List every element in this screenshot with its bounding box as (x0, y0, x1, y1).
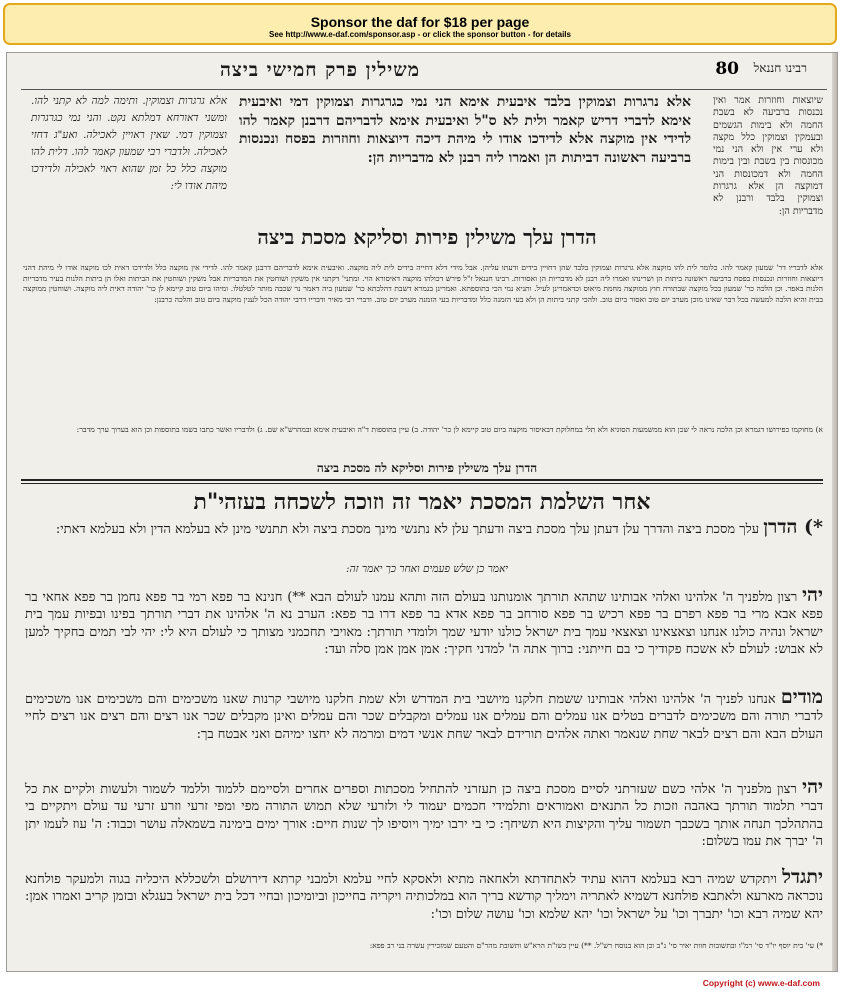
rabenu-chananel-label: רבינו חננאל (753, 61, 807, 75)
yehi-ratzon-prayer-2 (25, 776, 823, 851)
yitgadal-text: ויתקדש שמיה רבא בעלמא דהוא עתיד לאתחדתא ולאחאה מתיא ולאסקא לחיי עלמא ולמבני קרתא דירושלם ולשכללא היכליה בגוה ולמעקר פולחנא נוכראה מארעא ולאתבא פולחנא דשמיא לאתריה וימליך קודשא בריך הוא במלכותיה ויקריה בחייכון וביומיכון ובחיי דכל בית ישראל בעגלא ובזמן קריב ואמרו אמן: יהא שמיה רבא וכו' יתברך וכו' על ישראל וכו' יהא שלמא וכו' עושה שלום וכו': (25, 872, 823, 922)
yehi-text-1: רצון מלפניך ה' אלהינו ואלהי אבותינו שתהא תורתך אומנותנו בעולם הזה ותהא עמנו לעולם הבא **) חנינא בר פפא רמי בר פפא נחמן בר פפא אחאי בר פפא אבא מרי בר פפא רפרם בר פפא רכיש בר פפא סורחב בר פפא אדא בר פפא דרו בר פפא: הערב נא ה' אלהינו את דברי תורתך בפינו ובפיות עמך בית ישראל ונהיה כולנו אנחנו וצאצאינו וצאצאי עמך בית ישראל כולנו יודעי שמך ולומדי תורתך: מאויבי תחכמני מצותך כי לעולם היא לי: יהי לבי תמים בחקיך למען לא אבוש: לעולם לא אשכח פקודיך כי בם חייתני: ברוך אתה ה' למדני חקיך: אמן אמן אמן סלה ועד: (25, 590, 823, 658)
hadran-small-heading: הדרן עלך משילין פירות וסליקא לה מסכת ביצה (316, 461, 538, 475)
hadran-prayer-text: עלך מסכת ביצה והדרך עלן דעתן עלך מסכת ביצה ודעתך עלן לא נתנשי מינך מסכת ביצה ולא תתנשי מינן לא בעלמא הדין ולא בעלמא דאתי: (55, 522, 760, 537)
copyright-notice[interactable]: Copyright (c) www.e-daf.com (702, 978, 820, 988)
tosafot-column: אלא גרגרות וצמוקין. ותימה למה לא קתני להו. ומשני דאורחא דמלתא נקט. והני נמי כגרגרות וצמוקין דמי. שאין ראויין לאכילה. ואע"ג דחזי לאכילה. ולדברי רבי שמעון קאמר להו. דלית להו מוקצה כלל כל זמן שהוא ראוי לאכילה ולדידכו מיהת אודו לי: (31, 95, 227, 192)
notes-fine-print: א) מחוקמו כפירושו דגמרא וכן הלכה נראה לי שכן הוא ממשמעות הסוגיא ולא תלי במחלוקת דבאיסור מוקצה ביום טוב קיימא לן כר' יהודה. ב) עיין בתוספות ד"ה ואיבעית אימא ובמהרש"א שם. ג) ולדבריו ואשר כתבו בשמו בתוספות וכן הוא בערוך ערך מדבר: (76, 425, 823, 434)
hadran-prayer (25, 516, 823, 538)
modim-prayer (25, 686, 823, 743)
hadran-prayer-lead: *) הדרן (763, 516, 823, 538)
running-header: משילין פרק חמישי ביצה (219, 59, 421, 81)
yehi-ratzon-prayer-1 (25, 584, 823, 659)
sponsor-title[interactable]: Sponsor the daf for $18 per page (310, 14, 530, 30)
page-number: 80 (715, 59, 739, 79)
section-divider (21, 479, 823, 481)
modim-text: אנחנו לפניך ה' אלהינו ואלהי אבותינו ששמת חלקנו מיושבי בית המדרש ולא שמת חלקנו מיושבי קרנות שאנו משכימים והם משכימים אנו משכימים לדברי תורה והם משכימים לדברים בטלים אנו עמלים והם עמלים אנו עמלים ומקבלים שכר והם עמלים ואינן מקבלים שכר אנו רצים והם רצים אנו רצים לחיי העולם הבא והם רצים לבאר שחת שנאמר ואתה אלהים תורידם לבאר שחת אנשי דמים ומרמה לא יחצו ימיהם ואני אבטח בך: (25, 692, 823, 742)
kaddish-prayer (25, 866, 823, 923)
yehi-lead-2: יהי (802, 776, 823, 798)
section-divider-thin (21, 483, 823, 484)
gemara-main-text: אלא נרגרות וצמוקין בלבד איבעית אימא הני נמי כגרגרות וצמוקין דמי ואיבעית אימא לדברי דריש קאמר ולית לא ס"ל ואיבעית אימא לדבריהם דרבנן קאמר להו לדידי אין מוקצה אלא לדידכו אודו לי מיהת דיכה דיוצאות וחוזרות בפסח ונכנסות ברביעה ראשונה דביתות הן ואמרו ליה רבנן לא מדבריות הן: (239, 94, 691, 166)
sponsor-banner[interactable] (3, 3, 837, 45)
header-rule (21, 89, 827, 90)
yitgadal-lead: יתגדל (782, 866, 823, 888)
yehi-lead-1: יהי (802, 584, 823, 606)
page-edge (832, 53, 837, 971)
siyum-title: אחר השלמת המסכת יאמר זה וזוכה לשכחה בעזהי"ת (193, 489, 651, 515)
instruction-line: יאמר כן שלש פעמים ואחר כך יאמר זה: (345, 563, 509, 575)
prayer-footnote: *) עי' בית יוסף יו"ד סי' רמ"ו ובתשובות חוות יאיר סי' נ"ב וכן הוא בנוסח רש"ל. **) עיין בשו"ת הרא"ש ותשובת מהר"ם והטעם שמזכירין עשרה בני רב פפא: (369, 941, 823, 950)
modim-lead: מודים (780, 686, 823, 708)
talmud-page-scan (6, 52, 838, 972)
sponsor-subtitle[interactable]: See http://www.e-daf.com/sponsor.asp - or click the sponsor button - for details (269, 30, 571, 39)
rabenu-chananel-column: שיוצאות וחוזרות אמר ואין נכנסות ברביעה לא בשבת החמה ולא בימות הגשמים ובעמקין וצמוקין כלל מקצה ולא ערי אין ולא הני נמי מכונסות בין בשבת ובין בימות החמה ולא דמכונסות הני דמוקצה הן אלא גרגרות וצמוקין בלבד ורבנן לא מדבריות הן: (713, 95, 823, 217)
yehi-text-2: רצון מלפניך ה' אלהי כשם שעזרתני לסיים מסכת ביצה כן תעזרני להתחיל מסכתות וספרים אחרים ולסיימם ללמוד וללמד לשמור ולעשות ולקיים את כל דברי תלמוד תורתך באהבה וזכות כל התנאים ואמוראים ותלמידי חכמים יעמוד לי ולזרעי שלא תמוש התורה מפי ומפי זרעי וזרע זרעי עד עולם ויתקיים בי בהתהלכך תנחה אותך בשכבך תשמור עליך והקיצות היא תשיחך: כי בי ירבו ימיך ויוסיפו לך שנות חיים: אורך ימים בימינה בשמאלה עושר וכבוד: ה' עוז לעמו יתן ה' יברך את עמו בשלום: (25, 782, 823, 850)
hadran-heading: הדרן עלך משילין פירות וסליקא מסכת ביצה (257, 225, 597, 249)
commentary-fine-print: אלא לדבריו דר' שמעון קאמר להו. כלומר לית להו מוקצה אלא גרגרות וצמוקין בלבד שהן דחויין בידים ודעתו עליהן. אבל מידי דלא דחייה בידים לית ליה מוקצה. ואיבעית אימא לדבריהם דרבנן קאמר להו. לדידי אין מוקצה כלל ולדידכו דאית לכו מוקצה אודו לי מיהת דהני דיוצאות וחוזרות ונכנסות בפסח ברביעה ראשונה ביתות הן ושרינהו ואמרו ליה רבנן לא מדבריות הן ואסורות. רבינו חננאל ז"ל פירש דכולהו מוקצה דאיסורא הוי. ומתני' דקתני אין משקין ושוחטין את המדבריות אבל משקין ושוחטין את הביתות ואלו הן ביתות הלנות בעיר מדבריות הלנות באפר. וכן הלכה כר' שמעון בכל מוקצה שבתורה חוץ ממוקצה מחמת מיאוס וכדאמרינן לעיל. ותניא נמי הכי בתוספתא. ואמרינן בגמרא דשבת דהלכתא כר' שמעון ביה דאמר נר שכבה מותר לטלטלו. ומיהו ביום טוב קיימא לן כר' יהודה דאית ליה מוקצה. ושוחטין ממוקצה בבית והיא הלכה למעשה בכל דבר שאינו מוכן מערב יום טוב ואסור ביום טוב. ולהכי קתני ביתות הן ולא בעי הזמנה כלל ומדבריות בעי הזמנה מערב יום טוב. ודברי רבי מאיר ודבריו דרבי יהודה הכל לענין מוקצה ביום טוב והלכה כרבנן: (23, 263, 823, 304)
